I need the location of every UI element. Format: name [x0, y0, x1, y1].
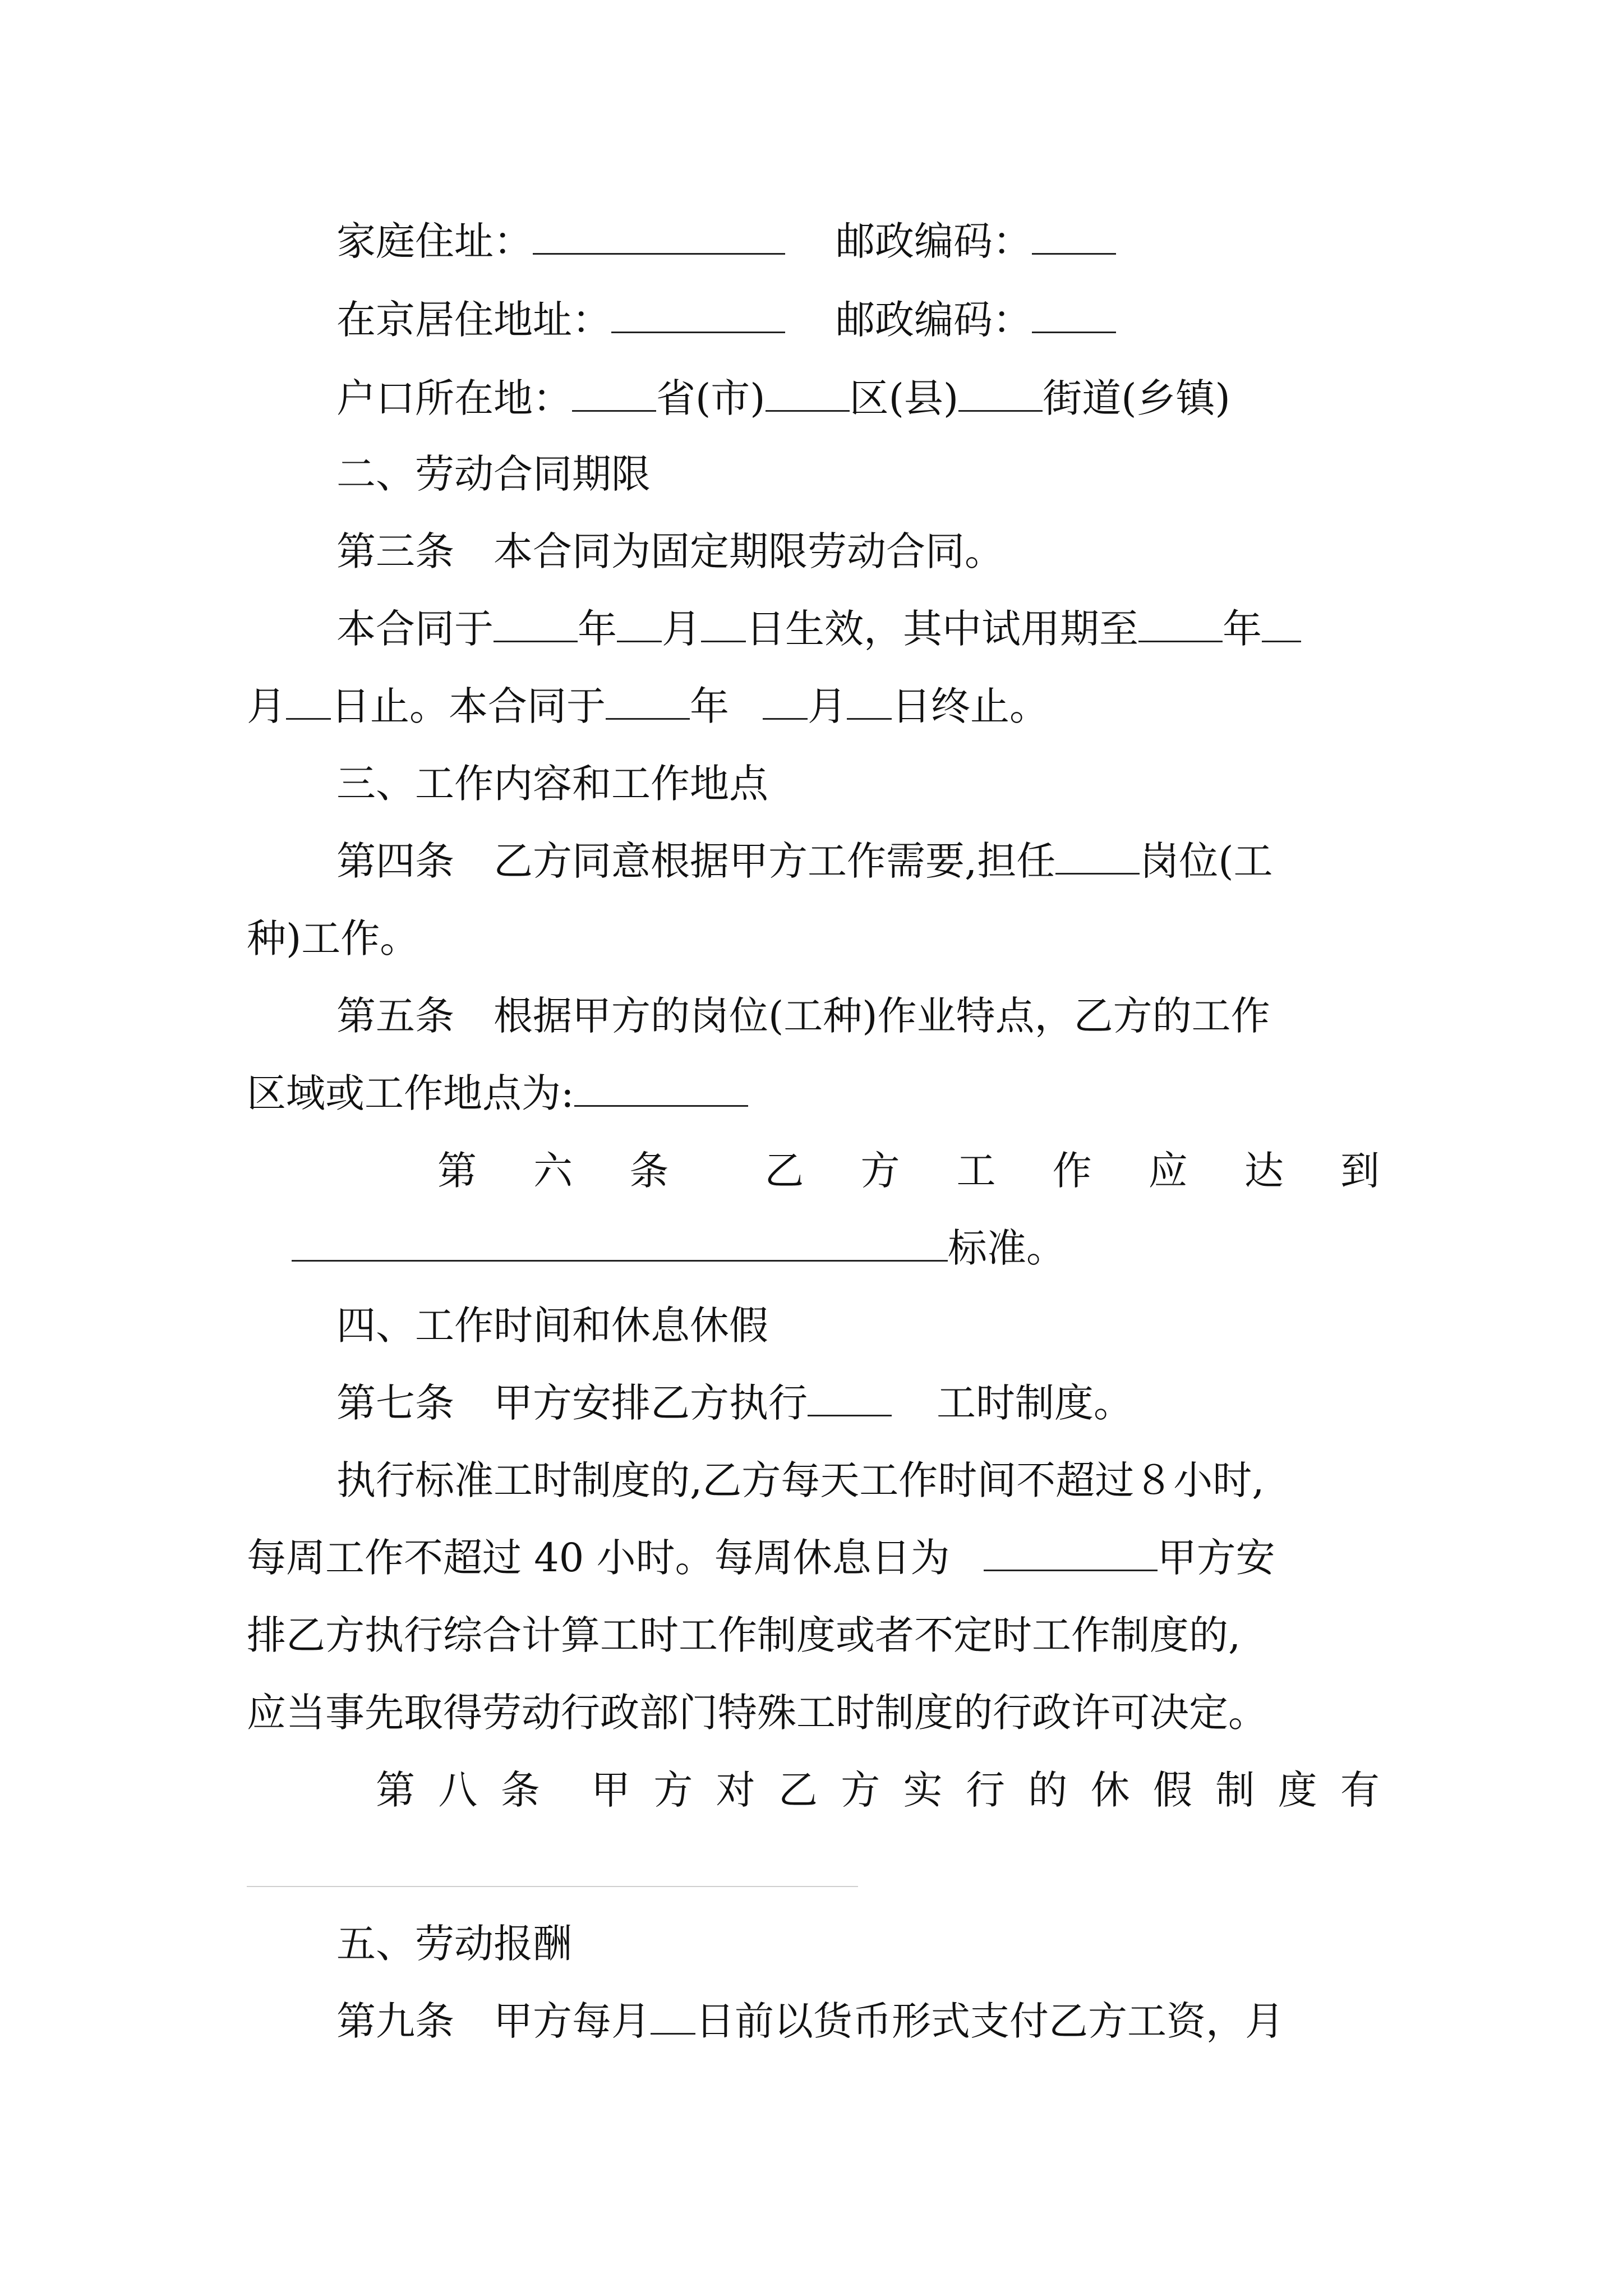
article-5-line-2 — [247, 1068, 748, 1119]
article-3: 第三条 本合同为固定期限劳动合同。 — [336, 528, 1004, 574]
effective-date-line — [336, 604, 1301, 654]
article-4-line-2: 种)工作。 — [247, 915, 419, 961]
end-day-blank[interactable] — [847, 683, 892, 720]
weekly-hours-text-2: 甲方安 — [1157, 1535, 1275, 1581]
work-location-label: 区域或工作地点为: — [247, 1070, 574, 1116]
month-label-2: 月 — [247, 683, 286, 729]
spread-char: 方 — [841, 1767, 880, 1813]
spread-char: 第 — [437, 1148, 477, 1194]
weekly-hours-text: 每周工作不超过 40 小时。每周休息日为 — [247, 1535, 950, 1581]
position-label: 岗位(工 — [1140, 838, 1273, 884]
section-heading-2: 二、劳动合同期限 — [336, 451, 651, 497]
spread-char: 八 — [438, 1767, 478, 1813]
section-heading-3: 三、工作内容和工作地点 — [336, 761, 768, 807]
standard-hours-line-3: 排乙方执行综合计算工时工作制度或者不定时工作制度的, — [247, 1612, 1241, 1658]
spread-char: 实 — [903, 1767, 943, 1813]
end-year-blank[interactable] — [606, 683, 690, 720]
work-standard-blank[interactable] — [292, 1225, 948, 1262]
article-5-line-1: 第五条 根据甲方的岗位(工种)作业特点，乙方的工作 — [336, 993, 1270, 1039]
year-label-2: 年 — [1223, 606, 1262, 652]
year-label-1: 年 — [578, 606, 617, 652]
postcode-label-2: 邮政编码： — [836, 297, 1032, 343]
probation-month-blank[interactable] — [1262, 606, 1301, 642]
spread-char: 的 — [1028, 1767, 1068, 1813]
spread-char: 甲 — [591, 1767, 630, 1813]
probation-day-blank[interactable] — [286, 683, 331, 720]
rest-day-blank[interactable] — [984, 1535, 1158, 1571]
spread-char: 应 — [1148, 1148, 1188, 1194]
hukou-label: 户口所在地： — [336, 375, 572, 421]
spread-char: 方 — [860, 1148, 900, 1194]
home-address-blank[interactable] — [533, 218, 785, 255]
section-heading-5: 五、劳动报酬 — [336, 1921, 572, 1967]
spread-char: 条 — [629, 1148, 669, 1194]
spread-char: 工 — [956, 1148, 996, 1194]
spread-char: 有 — [1340, 1767, 1380, 1813]
work-location-blank[interactable] — [574, 1070, 748, 1107]
month-label-1: 月 — [662, 606, 701, 652]
article-9-text-1: 第九条 甲方每月 — [336, 1998, 651, 2044]
effective-text-1: 本合同于 — [336, 606, 494, 652]
standard-hours-line-1: 执行标准工时制度的,乙方每天工作时间不超过８小时, — [336, 1457, 1265, 1503]
article-4-text: 第四条 乙方同意根据甲方工作需要,担任 — [336, 838, 1056, 884]
home-address-line — [336, 216, 1116, 266]
probation-year-blank[interactable] — [1138, 606, 1223, 642]
month-label-3: 月 — [808, 683, 847, 729]
province-blank[interactable] — [572, 375, 656, 412]
spread-char: 行 — [965, 1767, 1005, 1813]
article-7-line — [336, 1378, 1133, 1428]
spread-char: 六 — [533, 1148, 573, 1194]
termination-text-1: 日止。本合同于 — [331, 683, 606, 729]
article-9-line — [336, 1996, 1284, 2046]
spread-char: 乙 — [764, 1148, 804, 1194]
standard-hours-line-2 — [247, 1533, 1275, 1583]
beijing-address-line — [336, 295, 1116, 345]
spread-char: 度 — [1278, 1767, 1317, 1813]
standard-hours-line-4: 应当事先取得劳动行政部门特殊工时制度的行政许可决定。 — [247, 1690, 1267, 1736]
start-month-blank[interactable] — [617, 606, 662, 642]
home-address-label: 家庭住址： — [336, 218, 533, 264]
holiday-policy-blank[interactable] — [247, 1886, 858, 1887]
work-hour-system-blank[interactable] — [808, 1380, 892, 1416]
beijing-address-label: 在京居住地址： — [336, 297, 611, 343]
district-blank[interactable] — [766, 375, 850, 412]
postcode-blank-2[interactable] — [1032, 297, 1116, 333]
article-9-text-2: 日前以货币形式支付乙方工资，月 — [695, 1998, 1284, 2044]
spread-char: 休 — [1090, 1767, 1130, 1813]
spread-char: 到 — [1340, 1148, 1380, 1194]
street-blank[interactable] — [958, 375, 1043, 412]
district-label: 区(县) — [849, 375, 959, 421]
spread-char: 对 — [716, 1767, 755, 1813]
beijing-address-blank[interactable] — [611, 297, 785, 333]
section-heading-4: 四、工作时间和休息休假 — [336, 1303, 768, 1349]
spread-char: 方 — [653, 1767, 693, 1813]
hukou-line — [336, 373, 1230, 424]
termination-date-line — [247, 681, 1049, 731]
spread-char: 作 — [1052, 1148, 1092, 1194]
spread-char: 假 — [1152, 1767, 1192, 1813]
spread-char: 达 — [1244, 1148, 1284, 1194]
article-7-text: 第七条 甲方安排乙方执行 — [336, 1380, 808, 1426]
street-label: 街道(乡镇) — [1043, 375, 1230, 421]
end-month-blank[interactable] — [763, 683, 808, 720]
spread-char: 条 — [500, 1767, 540, 1813]
position-blank[interactable] — [1055, 838, 1140, 875]
termination-text-2: 日终止。 — [892, 683, 1049, 729]
pay-day-blank[interactable] — [651, 1998, 695, 2035]
article-6-line-1 — [437, 1145, 1380, 1196]
postcode-label-1: 邮政编码： — [836, 218, 1032, 264]
standard-label: 标准。 — [948, 1225, 1066, 1271]
spread-char: 制 — [1215, 1767, 1255, 1813]
start-day-blank[interactable] — [701, 606, 746, 642]
article-4-line-1 — [336, 836, 1273, 886]
year-label-3: 年 — [690, 683, 729, 729]
article-8-line-1 — [376, 1765, 1380, 1815]
postcode-blank-1[interactable] — [1032, 218, 1116, 255]
start-year-blank[interactable] — [494, 606, 578, 642]
spread-char: 乙 — [778, 1767, 818, 1813]
work-hour-label: 工时制度。 — [937, 1380, 1133, 1426]
spread-char: 第 — [376, 1767, 415, 1813]
article-6-line-2 — [292, 1223, 1066, 1273]
province-label: 省(市) — [656, 375, 766, 421]
effective-text-2: 日生效，其中试用期至 — [746, 606, 1138, 652]
